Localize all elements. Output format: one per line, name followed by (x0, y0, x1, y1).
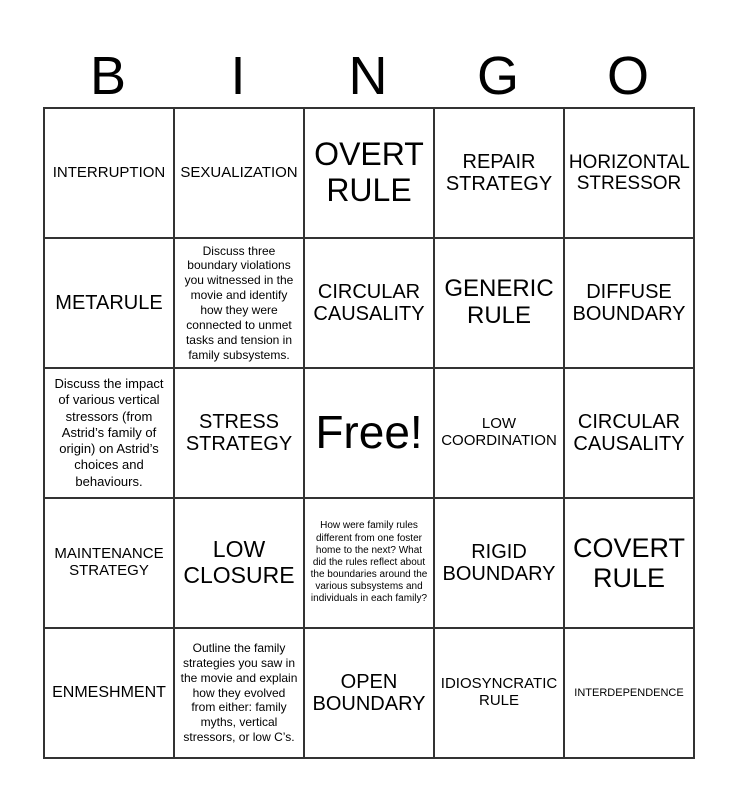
cell-text: Discuss three boundary violations you witnessed in the movie and identify how they were connected to unmet tasks and tension in family subsystems. (184, 243, 294, 362)
bingo-cell[interactable] (45, 499, 175, 629)
bingo-cell[interactable] (565, 369, 695, 499)
bingo-header (43, 44, 693, 108)
cell-text: RIGID BOUNDARY (442, 540, 556, 585)
header-letter-b: B (89, 46, 127, 106)
bingo-cell[interactable] (565, 109, 695, 239)
bingo-grid (43, 107, 695, 759)
bingo-cell[interactable] (305, 499, 435, 629)
cell-text: SEXUALIZATION (180, 163, 298, 181)
header-letter-o: O (606, 46, 649, 106)
free-cell[interactable] (305, 369, 435, 499)
bingo-cell[interactable] (435, 109, 565, 239)
bingo-cell[interactable] (175, 239, 305, 369)
cell-text: DIFFUSE BOUNDARY (572, 280, 686, 325)
bingo-cell[interactable] (305, 629, 435, 759)
cell-text: How were family rules different from one foster home to the next? What did the rules reflect about the boundaries around the various subsystems and individuals in each family? (310, 520, 428, 605)
header-letter-i: I (230, 46, 246, 106)
bingo-cell[interactable] (565, 239, 695, 369)
bingo-cell[interactable] (565, 629, 695, 759)
bingo-cell[interactable] (305, 109, 435, 239)
bingo-cell[interactable] (435, 629, 565, 759)
cell-text: REPAIR STRATEGY (445, 150, 553, 195)
cell-text: OVERT RULE (314, 136, 424, 208)
bingo-cell[interactable] (45, 629, 175, 759)
header-letter-g: G (476, 46, 519, 106)
bingo-cell[interactable] (175, 109, 305, 239)
cell-text: GENERIC RULE (444, 275, 554, 329)
cell-text: INTERRUPTION (52, 163, 166, 181)
bingo-cell[interactable] (565, 499, 695, 629)
header-letter-n: N (348, 46, 388, 106)
cell-text: METARULE (55, 291, 163, 314)
bingo-cell[interactable] (45, 239, 175, 369)
bingo-cell[interactable] (45, 369, 175, 499)
bingo-cell[interactable] (175, 629, 305, 759)
cell-text: STRESS STRATEGY (185, 410, 293, 455)
bingo-cell[interactable] (435, 499, 565, 629)
cell-text: INTERDEPENDENCE (574, 686, 684, 699)
bingo-cell[interactable] (305, 239, 435, 369)
bingo-cell[interactable] (435, 369, 565, 499)
cell-text: OPEN BOUNDARY (312, 670, 426, 715)
cell-text: Outline the family strategies you saw in the movie and explain how they evolved from either: family myths, vertical stressors, or low C’s. (180, 640, 298, 745)
bingo-cell[interactable] (175, 499, 305, 629)
cell-text: Free! (315, 406, 423, 459)
cell-text: MAINTENANCE STRATEGY (54, 545, 164, 579)
cell-text: IDIOSYNCRATIC RULE (440, 675, 558, 709)
cell-text: HORIZONTAL STRESSOR (568, 151, 690, 194)
bingo-cell[interactable] (175, 369, 305, 499)
cell-text: LOW CLOSURE (183, 536, 295, 588)
bingo-cell[interactable] (45, 109, 175, 239)
cell-text: Discuss the impact of various vertical stressors (from Astrid’s family of origin) on Astrid’s choices and behaviours. (54, 376, 164, 489)
cell-text: ENMESHMENT (52, 684, 166, 702)
cell-text: CIRCULAR CAUSALITY (573, 410, 685, 455)
cell-text: LOW COORDINATION (441, 415, 557, 449)
bingo-cell[interactable] (435, 239, 565, 369)
cell-text: COVERT RULE (572, 532, 686, 593)
cell-text: CIRCULAR CAUSALITY (313, 280, 425, 325)
